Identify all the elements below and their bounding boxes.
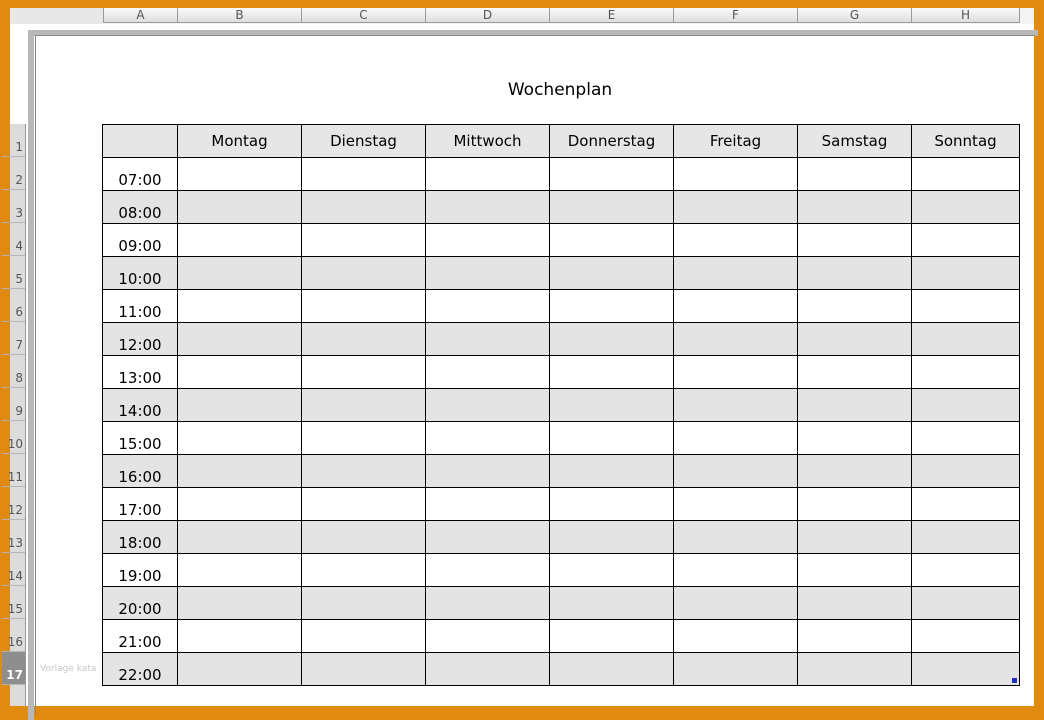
schedule-cell[interactable]	[912, 455, 1020, 488]
schedule-cell[interactable]	[302, 257, 426, 290]
schedule-cell[interactable]	[912, 290, 1020, 323]
row-header-1[interactable]: 1	[2, 124, 25, 157]
schedule-cell[interactable]	[674, 554, 798, 587]
schedule-cell[interactable]	[426, 356, 550, 389]
table-row	[103, 191, 1020, 224]
column-header-f[interactable]: F	[673, 8, 798, 23]
schedule-cell[interactable]	[302, 455, 426, 488]
schedule-cell[interactable]	[178, 620, 302, 653]
schedule-cell[interactable]	[912, 488, 1020, 521]
column-header-g[interactable]: G	[797, 8, 912, 23]
schedule-body	[103, 158, 1020, 686]
schedule-cell[interactable]	[178, 389, 302, 422]
page-title: Wochenplan	[507, 80, 613, 100]
schedule-cell[interactable]	[912, 224, 1020, 257]
day-header-donnerstag[interactable]: Donnerstag	[550, 125, 674, 158]
schedule-cell[interactable]	[674, 290, 798, 323]
schedule-cell[interactable]	[912, 620, 1020, 653]
header-row	[103, 125, 1020, 158]
table-row	[103, 455, 1020, 488]
row-header-17[interactable]: 17	[2, 652, 25, 685]
schedule-cell[interactable]	[674, 422, 798, 455]
schedule-cell[interactable]	[798, 257, 912, 290]
row-header-15[interactable]: 15	[2, 586, 25, 619]
schedule-cell[interactable]	[302, 422, 426, 455]
schedule-cell[interactable]	[550, 521, 674, 554]
schedule-cell[interactable]	[912, 554, 1020, 587]
schedule-cell[interactable]	[674, 521, 798, 554]
row-header-16[interactable]: 16	[2, 619, 25, 652]
schedule-cell[interactable]	[674, 323, 798, 356]
time-cell[interactable]: 16:00	[103, 455, 178, 488]
column-header-filler	[10, 8, 103, 24]
schedule-cell[interactable]	[550, 653, 674, 686]
table-row	[103, 620, 1020, 653]
schedule-cell[interactable]	[426, 554, 550, 587]
schedule-cell[interactable]	[426, 521, 550, 554]
schedule-cell[interactable]	[912, 587, 1020, 620]
schedule-cell[interactable]	[674, 389, 798, 422]
schedule-cell[interactable]	[550, 191, 674, 224]
schedule-cell[interactable]	[178, 587, 302, 620]
day-header-dienstag[interactable]: Dienstag	[302, 125, 426, 158]
spreadsheet-window	[6, 8, 1034, 706]
schedule-cell[interactable]	[798, 422, 912, 455]
day-header-sonntag[interactable]: Sonntag	[912, 125, 1020, 158]
time-cell[interactable]: 11:00	[103, 290, 178, 323]
day-header-montag[interactable]: Montag	[178, 125, 302, 158]
row-header-bar	[6, 124, 26, 706]
schedule-cell[interactable]	[550, 488, 674, 521]
selection-fill-handle[interactable]	[1012, 678, 1017, 683]
row-header-12[interactable]: 12	[2, 487, 25, 520]
schedule-cell[interactable]	[302, 389, 426, 422]
column-header-c[interactable]: C	[301, 8, 426, 23]
schedule-cell[interactable]	[550, 224, 674, 257]
schedule-cell[interactable]	[674, 158, 798, 191]
schedule-cell[interactable]	[798, 455, 912, 488]
schedule-cell[interactable]	[912, 158, 1020, 191]
schedule-cell[interactable]	[798, 620, 912, 653]
table-row	[103, 422, 1020, 455]
schedule-cell[interactable]	[674, 455, 798, 488]
schedule-cell[interactable]	[426, 488, 550, 521]
table-row	[103, 554, 1020, 587]
row-header-8[interactable]: 8	[2, 355, 25, 388]
schedule-cell[interactable]	[912, 521, 1020, 554]
schedule-cell[interactable]	[302, 488, 426, 521]
schedule-cell[interactable]	[550, 290, 674, 323]
time-cell[interactable]: 15:00	[103, 422, 178, 455]
schedule-cell[interactable]	[426, 422, 550, 455]
schedule-cell[interactable]	[798, 521, 912, 554]
schedule-cell[interactable]	[798, 653, 912, 686]
schedule-cell[interactable]	[178, 191, 302, 224]
schedule-cell[interactable]	[912, 191, 1020, 224]
schedule-cell[interactable]	[798, 224, 912, 257]
schedule-cell[interactable]	[426, 323, 550, 356]
time-cell[interactable]: 10:00	[103, 257, 178, 290]
row-header-11[interactable]: 11	[2, 454, 25, 487]
schedule-cell[interactable]	[302, 323, 426, 356]
schedule-cell[interactable]	[550, 587, 674, 620]
column-header-a[interactable]: A	[103, 8, 178, 23]
table-row	[103, 224, 1020, 257]
schedule-cell[interactable]	[302, 587, 426, 620]
table-row	[103, 158, 1020, 191]
schedule-cell[interactable]	[178, 224, 302, 257]
schedule-cell[interactable]	[426, 653, 550, 686]
schedule-cell[interactable]	[912, 389, 1020, 422]
schedule-cell[interactable]	[674, 653, 798, 686]
schedule-cell[interactable]	[912, 356, 1020, 389]
schedule-cell[interactable]	[178, 488, 302, 521]
schedule-cell[interactable]	[178, 422, 302, 455]
schedule-cell[interactable]	[798, 290, 912, 323]
schedule-cell[interactable]	[426, 191, 550, 224]
schedule-cell[interactable]	[426, 620, 550, 653]
row-header-7[interactable]: 7	[2, 322, 25, 355]
schedule-cell[interactable]	[798, 488, 912, 521]
schedule-cell[interactable]	[302, 224, 426, 257]
schedule-cell[interactable]	[426, 587, 550, 620]
schedule-cell[interactable]	[302, 554, 426, 587]
schedule-cell[interactable]	[798, 554, 912, 587]
schedule-cell[interactable]	[302, 620, 426, 653]
row-header-13[interactable]: 13	[2, 520, 25, 553]
schedule-cell[interactable]	[912, 422, 1020, 455]
row-header-14[interactable]: 14	[2, 553, 25, 586]
row-header-6[interactable]: 6	[2, 289, 25, 322]
schedule-cell[interactable]	[426, 455, 550, 488]
day-header-samstag[interactable]: Samstag	[798, 125, 912, 158]
schedule-cell[interactable]	[798, 191, 912, 224]
schedule-cell[interactable]	[426, 224, 550, 257]
table-row	[103, 653, 1020, 686]
schedule-cell[interactable]	[674, 356, 798, 389]
schedule-cell[interactable]	[674, 257, 798, 290]
schedule-cell[interactable]	[178, 455, 302, 488]
schedule-cell[interactable]	[178, 554, 302, 587]
schedule-cell[interactable]	[302, 191, 426, 224]
column-header-e[interactable]: E	[549, 8, 674, 23]
schedule-cell[interactable]	[426, 290, 550, 323]
row-header-9[interactable]: 9	[2, 388, 25, 421]
table-row	[103, 356, 1020, 389]
schedule-cell[interactable]	[674, 587, 798, 620]
schedule-cell[interactable]	[178, 257, 302, 290]
schedule-cell[interactable]	[798, 356, 912, 389]
schedule-cell[interactable]	[550, 554, 674, 587]
schedule-cell[interactable]	[550, 422, 674, 455]
schedule-cell[interactable]	[302, 521, 426, 554]
time-cell[interactable]: 22:00	[103, 653, 178, 686]
row-header-10[interactable]: 10	[2, 421, 25, 454]
time-cell[interactable]: 07:00	[103, 158, 178, 191]
schedule-cell[interactable]	[178, 158, 302, 191]
time-cell[interactable]: 20:00	[103, 587, 178, 620]
schedule-cell[interactable]	[550, 620, 674, 653]
time-cell[interactable]: 12:00	[103, 323, 178, 356]
watermark-text: Vorlage kata	[40, 664, 97, 674]
table-row	[103, 521, 1020, 554]
schedule-cell[interactable]	[302, 158, 426, 191]
time-cell[interactable]: 09:00	[103, 224, 178, 257]
schedule-cell[interactable]	[178, 290, 302, 323]
day-header-freitag[interactable]: Freitag	[674, 125, 798, 158]
column-header-d[interactable]: D	[425, 8, 550, 23]
schedule-cell[interactable]	[550, 389, 674, 422]
schedule-cell[interactable]	[426, 257, 550, 290]
schedule-cell[interactable]	[674, 191, 798, 224]
time-cell[interactable]: 18:00	[103, 521, 178, 554]
schedule-cell[interactable]	[798, 587, 912, 620]
row-header-2[interactable]: 2	[2, 157, 25, 190]
time-cell[interactable]: 21:00	[103, 620, 178, 653]
time-cell[interactable]: 14:00	[103, 389, 178, 422]
table-row	[103, 323, 1020, 356]
table-row	[103, 488, 1020, 521]
schedule-cell[interactable]	[302, 356, 426, 389]
schedule-cell[interactable]	[798, 323, 912, 356]
schedule-cell[interactable]	[550, 455, 674, 488]
schedule-cell[interactable]	[302, 290, 426, 323]
time-cell[interactable]: 08:00	[103, 191, 178, 224]
weekly-schedule-table	[102, 124, 1020, 686]
table-row	[103, 290, 1020, 323]
table-row	[103, 257, 1020, 290]
row-header-5[interactable]: 5	[2, 256, 25, 289]
time-cell[interactable]: 19:00	[103, 554, 178, 587]
row-header-3[interactable]: 3	[2, 190, 25, 223]
schedule-cell[interactable]	[426, 389, 550, 422]
table-row	[103, 587, 1020, 620]
schedule-cell[interactable]	[798, 389, 912, 422]
row-header-4[interactable]: 4	[2, 223, 25, 256]
time-cell[interactable]: 13:00	[103, 356, 178, 389]
schedule-cell[interactable]	[178, 323, 302, 356]
table-row	[103, 389, 1020, 422]
schedule-cell[interactable]	[912, 323, 1020, 356]
schedule-cell[interactable]	[426, 158, 550, 191]
schedule-cell[interactable]	[178, 653, 302, 686]
schedule-cell[interactable]	[178, 356, 302, 389]
schedule-cell[interactable]	[912, 653, 1020, 686]
time-cell[interactable]: 17:00	[103, 488, 178, 521]
schedule-cell[interactable]	[674, 224, 798, 257]
schedule-cell[interactable]	[178, 521, 302, 554]
schedule-cell[interactable]	[550, 158, 674, 191]
schedule-cell[interactable]	[550, 323, 674, 356]
day-header-mittwoch[interactable]: Mittwoch	[426, 125, 550, 158]
column-header-bar	[10, 8, 1034, 24]
schedule-cell[interactable]	[798, 158, 912, 191]
schedule-cell[interactable]	[674, 488, 798, 521]
column-header-b[interactable]: B	[177, 8, 302, 23]
schedule-cell[interactable]	[912, 257, 1020, 290]
schedule-cell[interactable]	[302, 653, 426, 686]
header-corner-cell[interactable]	[103, 125, 178, 158]
schedule-cell[interactable]	[550, 257, 674, 290]
schedule-cell[interactable]	[674, 620, 798, 653]
column-header-h[interactable]: H	[911, 8, 1020, 23]
schedule-cell[interactable]	[550, 356, 674, 389]
